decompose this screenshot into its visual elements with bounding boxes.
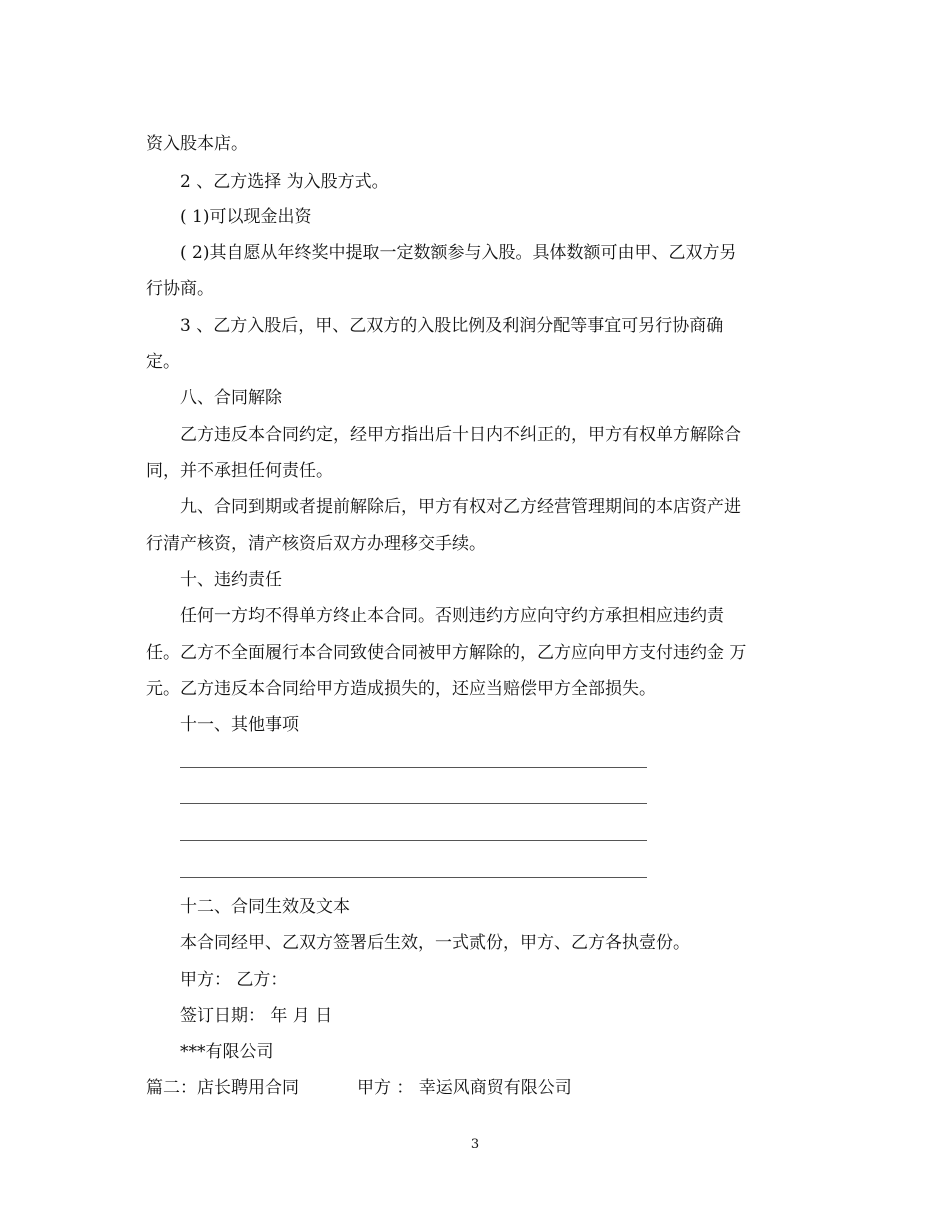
next-section-title: 篇二：店长聘用合同 [146, 1078, 299, 1098]
text-line: 同，并不承担任何责任。 [146, 461, 333, 481]
text-line: 定。 [146, 352, 180, 372]
signature-parties: 甲方： 乙方： [180, 970, 288, 990]
company-name: ***有限公司 [180, 1042, 274, 1062]
signing-date: 签订日期： 年 月 日 [180, 1006, 333, 1026]
text-line: 本合同经甲、乙双方签署后生效，一式贰份，甲方、乙方各执壹份。 [180, 933, 690, 953]
party-a-name: 甲方 ： 幸运风商贸有限公司 [357, 1078, 572, 1098]
text-line: 资入股本店。 [146, 134, 248, 154]
blank-fill-line [180, 803, 647, 804]
blank-fill-line [180, 877, 647, 878]
text-line: ( 1)可以现金出资 [180, 207, 312, 227]
text-line: 乙方违反本合同约定，经甲方指出后十日内不纠正的，甲方有权单方解除合 [180, 425, 741, 445]
text-line: 元。乙方违反本合同给甲方造成损失的，还应当赔偿甲方全部损失。 [146, 679, 656, 699]
text-line: 九、合同到期或者提前解除后，甲方有权对乙方经营管理期间的本店资产进 [180, 497, 741, 517]
page-number: 3 [470, 1137, 480, 1152]
section-heading: 十二、合同生效及文本 [180, 897, 350, 917]
blank-fill-line [180, 840, 647, 841]
next-section-line [146, 1077, 572, 1099]
text-line: 任。乙方不全面履行本合同致使合同被甲方解除的，乙方应向甲方支付违约金 万 [146, 643, 747, 663]
text-line: ( 2)其自愿从年终奖中提取一定数额参与入股。具体数额可由甲、乙双方另 [180, 243, 737, 263]
text-line: 任何一方均不得单方终止本合同。否则违约方应向守约方承担相应违约责 [180, 606, 724, 626]
section-heading: 八、合同解除 [180, 388, 282, 408]
blank-fill-line [180, 767, 647, 768]
section-heading: 十一、其他事项 [180, 715, 299, 735]
text-line: 行协商。 [146, 279, 214, 299]
text-line: 行清产核资，清产核资后双方办理移交手续。 [146, 534, 486, 554]
section-heading: 十、违约责任 [180, 570, 282, 590]
text-line: 2 、乙方选择 为入股方式。 [180, 172, 389, 192]
text-line: 3 、乙方入股后，甲、乙双方的入股比例及利润分配等事宜可另行协商确 [180, 316, 724, 336]
